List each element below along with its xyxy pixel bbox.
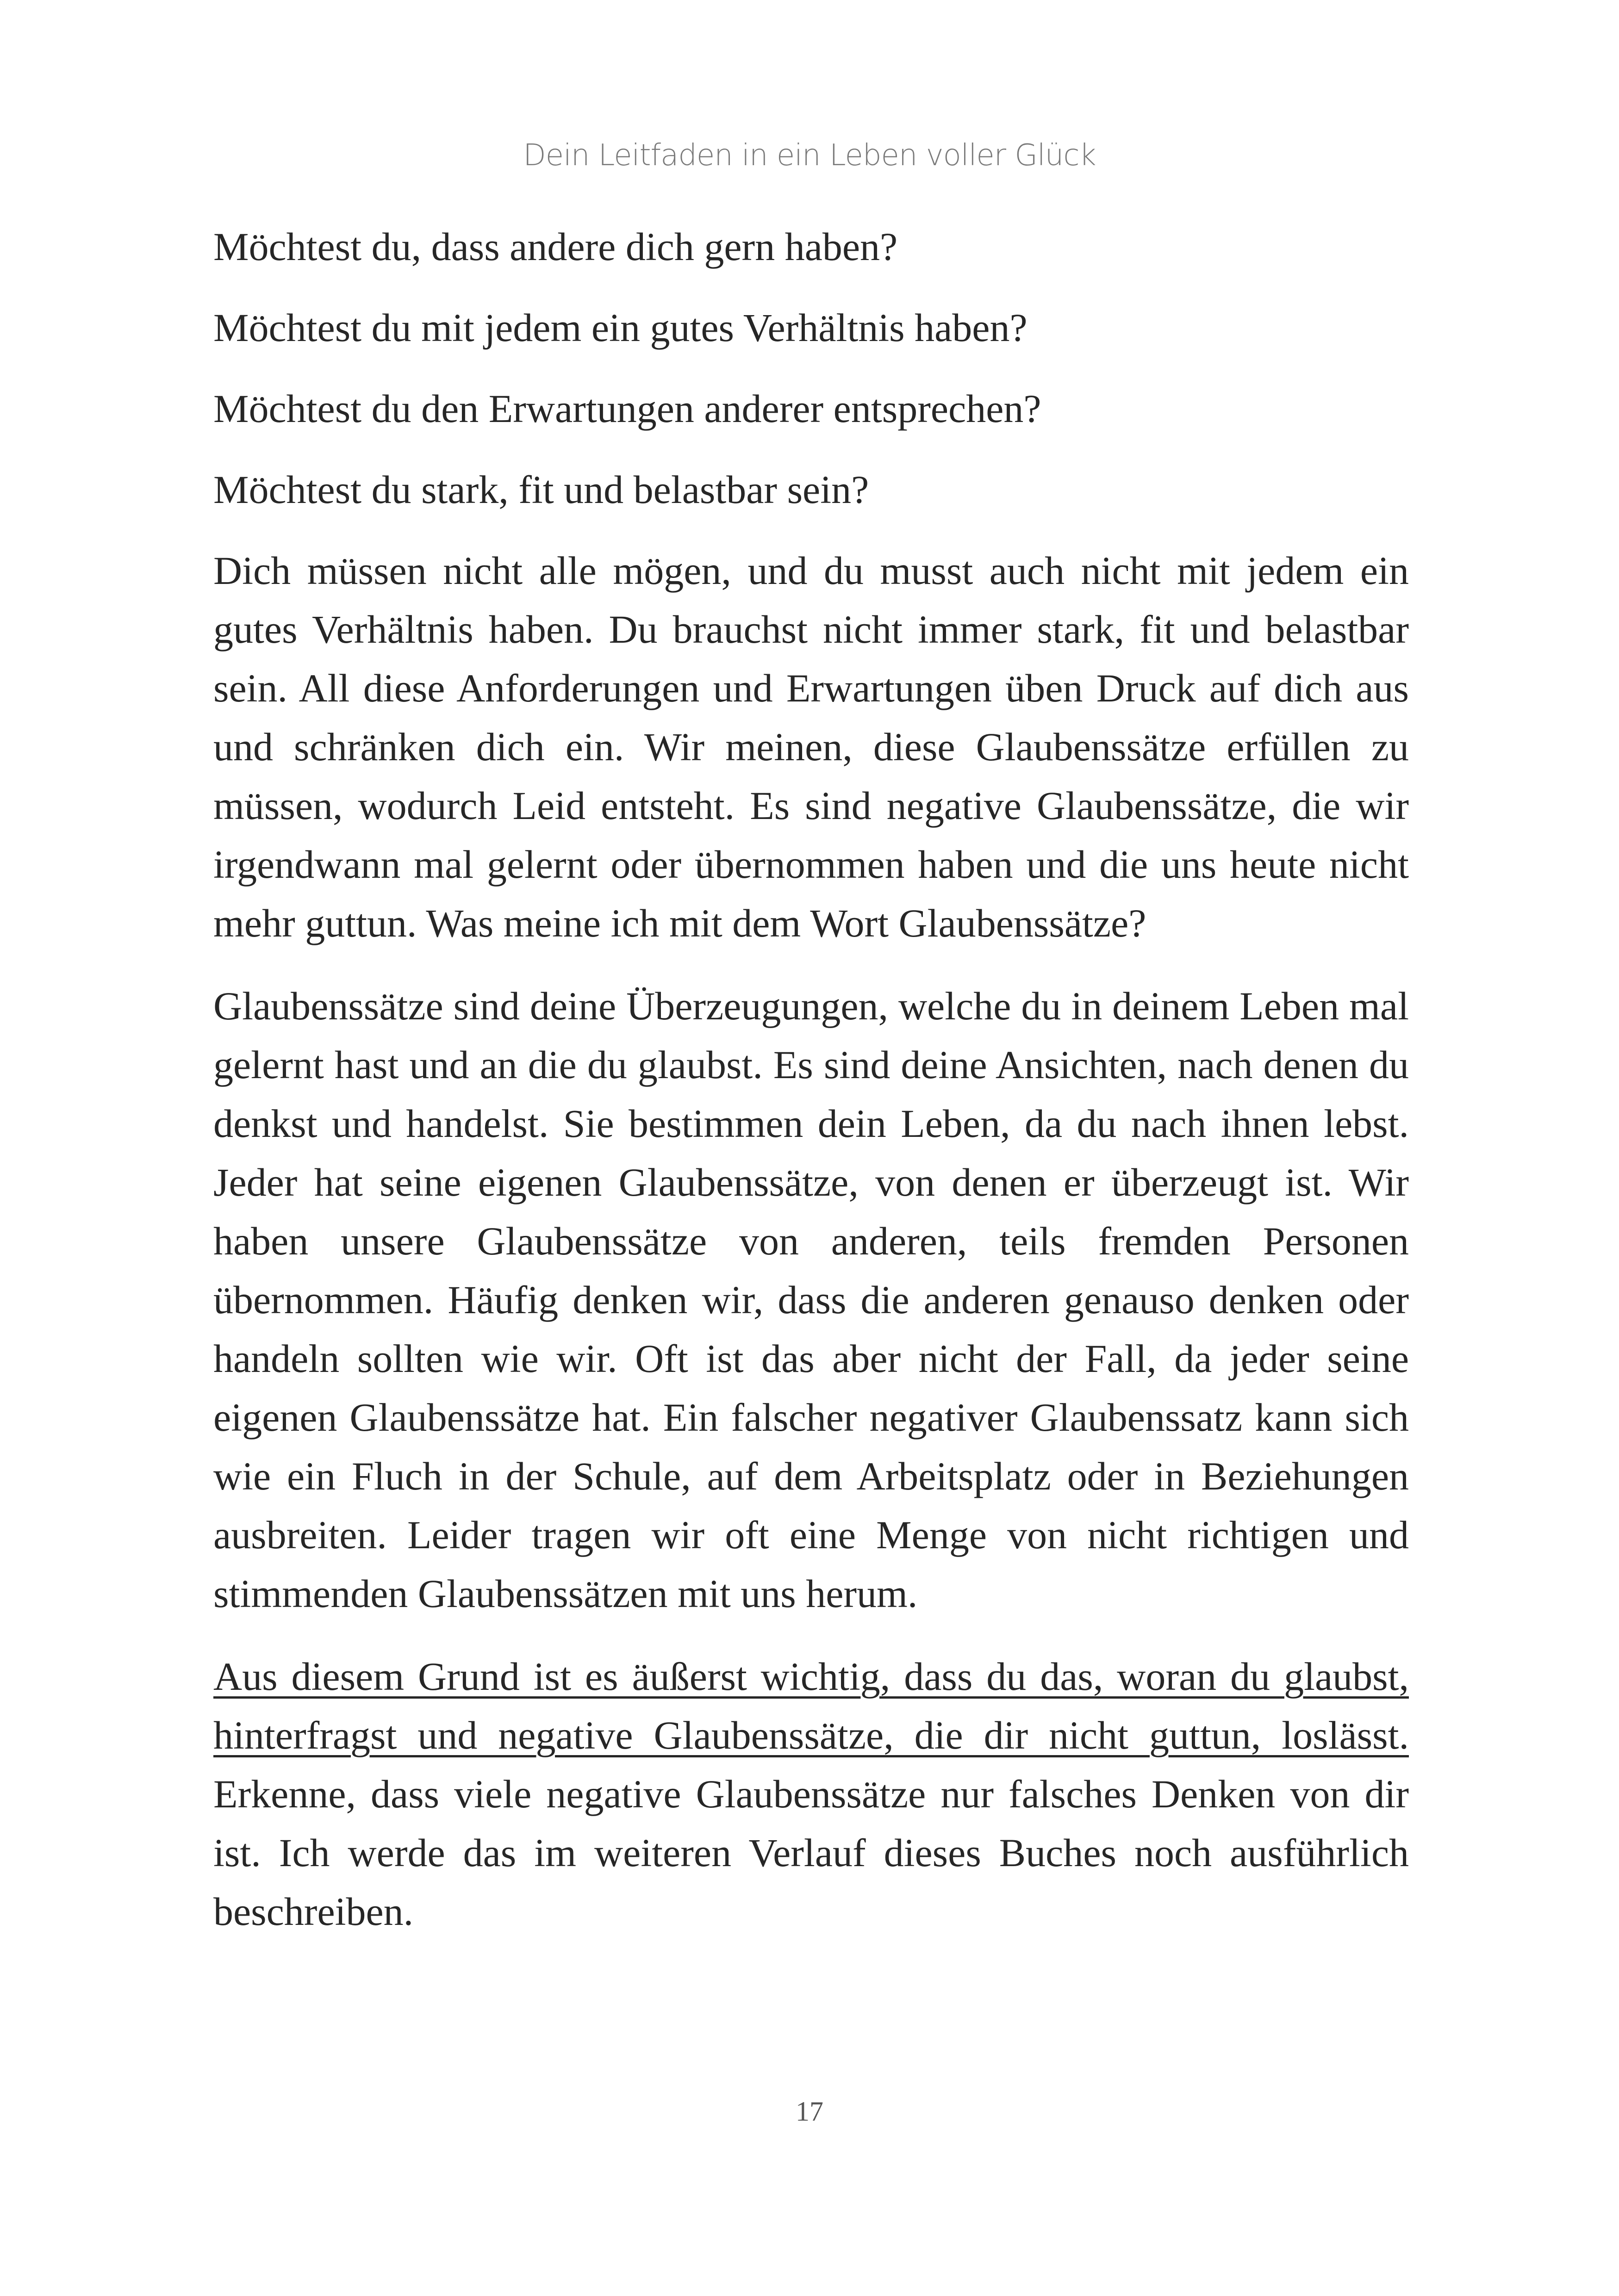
question-line: Möchtest du den Erwartungen anderer entsprechen? bbox=[213, 386, 1041, 431]
question-line: Möchtest du stark, fit und belastbar sein? bbox=[213, 467, 869, 512]
question-line: Möchtest du, dass andere dich gern haben? bbox=[213, 224, 898, 269]
paragraph-glaubenssaetze-definition: Glaubenssätze sind deine Überzeugungen, welche du in deinem Leben mal gelernt hast und an die du glaubst. Es sind deine Ansichten, nach denen du denkst und handelst. Sie bestimmen dein Leben, da du nach ihnen lebst. Jeder hat seine eigenen Glaubenssätze, von denen er überzeugt ist. Wir haben unsere Glaubenssätze von anderen, teils fremden Personen übernommen. Häufig denken wir, dass die anderen genauso denken oder handeln sollten wie wir. Oft ist das aber nicht der Fall, da jeder seine eigenen Glaubenssätze hat. Ein falscher negativer Glaubenssatz kann sich wie ein Fluch in der Schule, auf dem Arbeitsplatz oder in Beziehungen ausbreiten. Leider tragen wir oft eine Menge von nicht richtigen und stimmenden Glaubenssätzen mit uns herum. bbox=[213, 984, 1409, 1616]
paragraph-glaubenssaetze-intro: Dich müssen nicht alle mögen, und du musst auch nicht mit jedem ein gutes Verhältnis haben. Du brauchst nicht immer stark, fit und belastbar sein. All diese Anforderungen und Erwartungen üben Druck auf dich aus und schränken dich ein. Wir meinen, diese Glaubenssätze erfüllen zu müssen, wodurch Leid entsteht. Es sind negative Glaubenssätze, die wir irgendwann mal gelernt oder übernommen haben und die uns heute nicht mehr guttun. Was meine ich mit dem Wort Glaubenssätze? bbox=[213, 548, 1409, 945]
page-number: 17 bbox=[796, 2096, 823, 2127]
underlined-emphasis: Aus diesem Grund ist es äußerst wichtig, dass du das, woran du glaubst, hinterfragst und negative Glaubenssätze, die dir nicht guttun, loslässt. bbox=[213, 1654, 1409, 1757]
paragraph-conclusion bbox=[213, 1647, 1409, 1941]
running-header: Dein Leitfaden in ein Leben voller Glück bbox=[523, 138, 1096, 173]
question-line: Möchtest du mit jedem ein gutes Verhältnis haben? bbox=[213, 305, 1027, 350]
paragraph-conclusion-rest: Erkenne, dass viele negative Glaubenssätze nur falsches Denken von dir ist. Ich werde das im weiteren Verlauf dieses Buches noch ausführlich beschreiben. bbox=[213, 1772, 1409, 1934]
page-body bbox=[213, 217, 1409, 1965]
